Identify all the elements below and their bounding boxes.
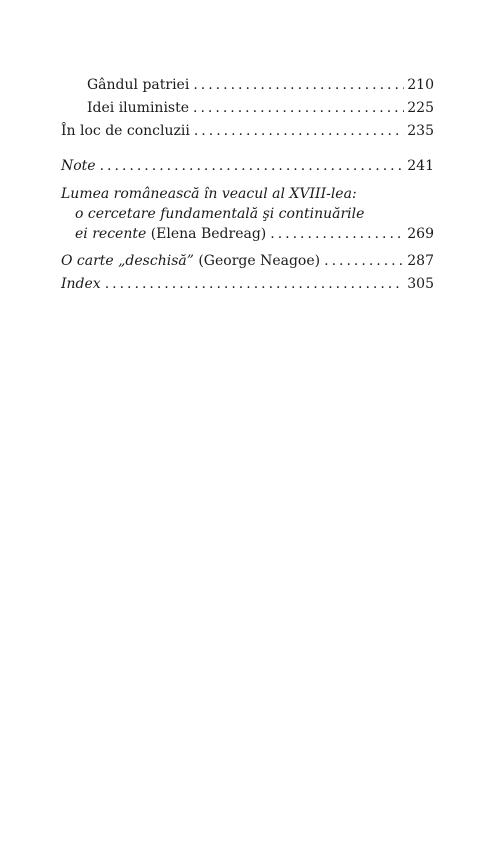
dot-leader [193,74,404,97]
toc-entry-author: (George Neagoe) [198,253,321,269]
spacer [61,143,434,155]
toc-entry-lumea-romaneasca[interactable] [61,184,434,244]
toc-entry-label: Idei iluministe [87,100,190,116]
toc-entry-gandul-patriei[interactable] [61,74,434,97]
dot-leader [100,155,405,178]
toc-entry-in-loc-de-concluzii[interactable] [61,120,434,143]
toc-entry-label: Note [61,158,96,174]
toc-entry-label [75,224,266,244]
toc-entry-page: 241 [407,158,434,174]
toc-entry-page: 305 [407,276,434,292]
toc-entry-title-italic: ei recente [75,226,147,242]
toc-entry-note[interactable] [61,155,434,178]
toc-entry-author: (Elena Bedreag) [150,226,267,242]
toc-entry-page: 210 [407,77,434,93]
toc-entry-page: 235 [407,123,434,139]
toc-entry-o-carte-deschisa[interactable] [61,250,434,273]
toc-entry-idei-iluministe[interactable] [61,97,434,120]
toc-entry-page: 269 [407,226,434,242]
dot-leader [270,224,404,244]
dot-leader [324,250,404,273]
dot-leader [194,120,404,143]
toc-entry-title-line-3 [61,224,434,244]
toc-entry-label: Gândul patriei [87,77,190,93]
toc-entry-label: În loc de concluzii [61,123,190,139]
toc-entry-label [61,250,320,273]
toc-entry-index[interactable] [61,273,434,296]
toc-entry-title-line-1: Lumea românească în veacul al XVIII-lea: [61,186,357,202]
dot-leader [193,97,404,120]
dot-leader [105,273,405,296]
toc-entry-page: 287 [407,253,434,269]
table-of-contents [61,74,434,296]
toc-entry-title-line-2: o cercetare fundamentală şi continuările [75,206,365,222]
toc-entry-title-italic: O carte „deschisă” [61,253,194,269]
toc-entry-page: 225 [407,100,434,116]
toc-entry-label: Index [61,276,101,292]
